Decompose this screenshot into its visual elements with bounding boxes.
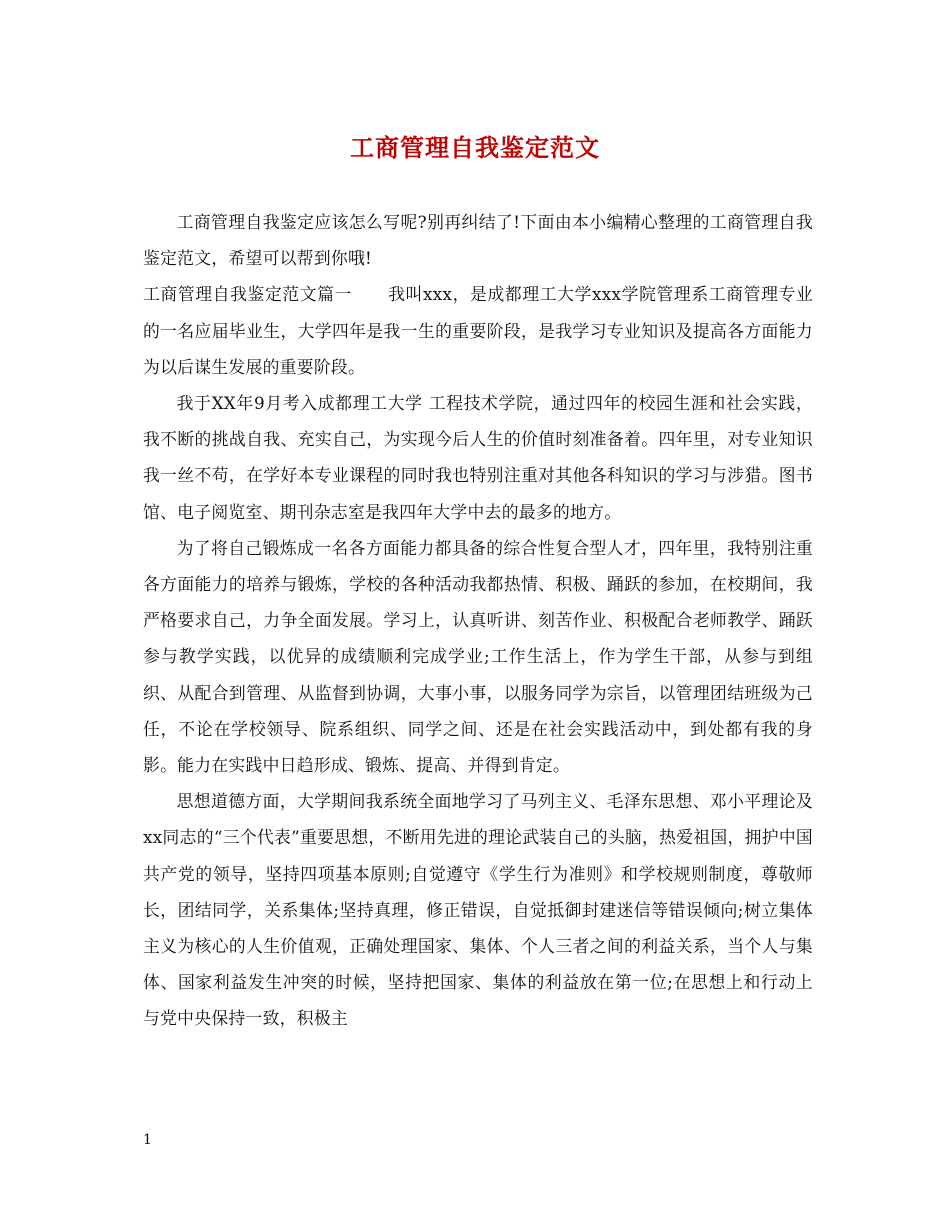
section-first-text: 我叫xxx，是成都理工大学xxx学院管理系工商管理专业的一名应届毕业生，大学四年是我一生的重要阶段，是我学习专业知识及提高各方面能力为以后谋生发展的重要阶段。	[143, 284, 813, 377]
section-heading: 工商管理自我鉴定范文篇一	[143, 284, 353, 305]
body-paragraph: 为了将自己锻炼成一名各方面能力都具备的综合性复合型人才，四年里，我特别注重各方面能力的培养与锻炼，学校的各种活动我都热情、积极、踊跃的参加，在校期间，我严格要求自己，力争全面发展。学习上，认真听讲、刻苦作业、积极配合老师教学、踊跃参与教学实践，以优异的成绩顺利完成学业;工作生活上，作为学生干部，从参与到组织、从配合到管理、从监督到协调，大事小事，以服务同学为宗旨，以管理团结班级为己任，不论在学校领导、院系组织、同学之间、还是在社会实践活动中，到处都有我的身影。能力在实践中日趋形成、锻炼、提高、并得到肯定。	[143, 537, 813, 776]
body-paragraph: 我于XX年9月考入成都理工大学 工程技术学院，通过四年的校园生涯和社会实践，我不断的挑战自我、充实自己，为实现今后人生的价值时刻准备着。四年里，对专业知识我一丝不苟，在学好本专业课程的同时我也特别注重对其他各科知识的学习与涉猎。图书馆、电子阅览室、期刊杂志室是我四年大学中去的最多的地方。	[143, 393, 813, 522]
intro-paragraph: 工商管理自我鉴定应该怎么写呢?别再纠结了!下面由本小编精心整理的工商管理自我鉴定范文，希望可以帮到你哦!	[143, 212, 813, 269]
section-one-paragraph	[143, 276, 813, 385]
document-body	[143, 204, 813, 1037]
page-number: 1	[143, 1132, 152, 1148]
body-paragraph: 思想道德方面，大学期间我系统全面地学习了马列主义、毛泽东思想、邓小平理论及xx同志的“三个代表”重要思想，不断用先进的理论武装自己的头脑，热爱祖国，拥护中国共产党的领导，坚持四项基本原则;自觉遵守《学生行为准则》和学校规则制度，尊敬师长，团结同学，关系集体;坚持真理，修正错误，自觉抵御封建迷信等错误倾向;树立集体主义为核心的人生价值观，正确处理国家、集体、个人三者之间的利益关系，当个人与集体、国家利益发生冲突的时候，坚持把国家、集体的利益放在第一位;在思想上和行动上与党中央保持一致，积极主	[143, 791, 813, 1029]
document-title: 工商管理自我鉴定范文	[350, 133, 600, 162]
